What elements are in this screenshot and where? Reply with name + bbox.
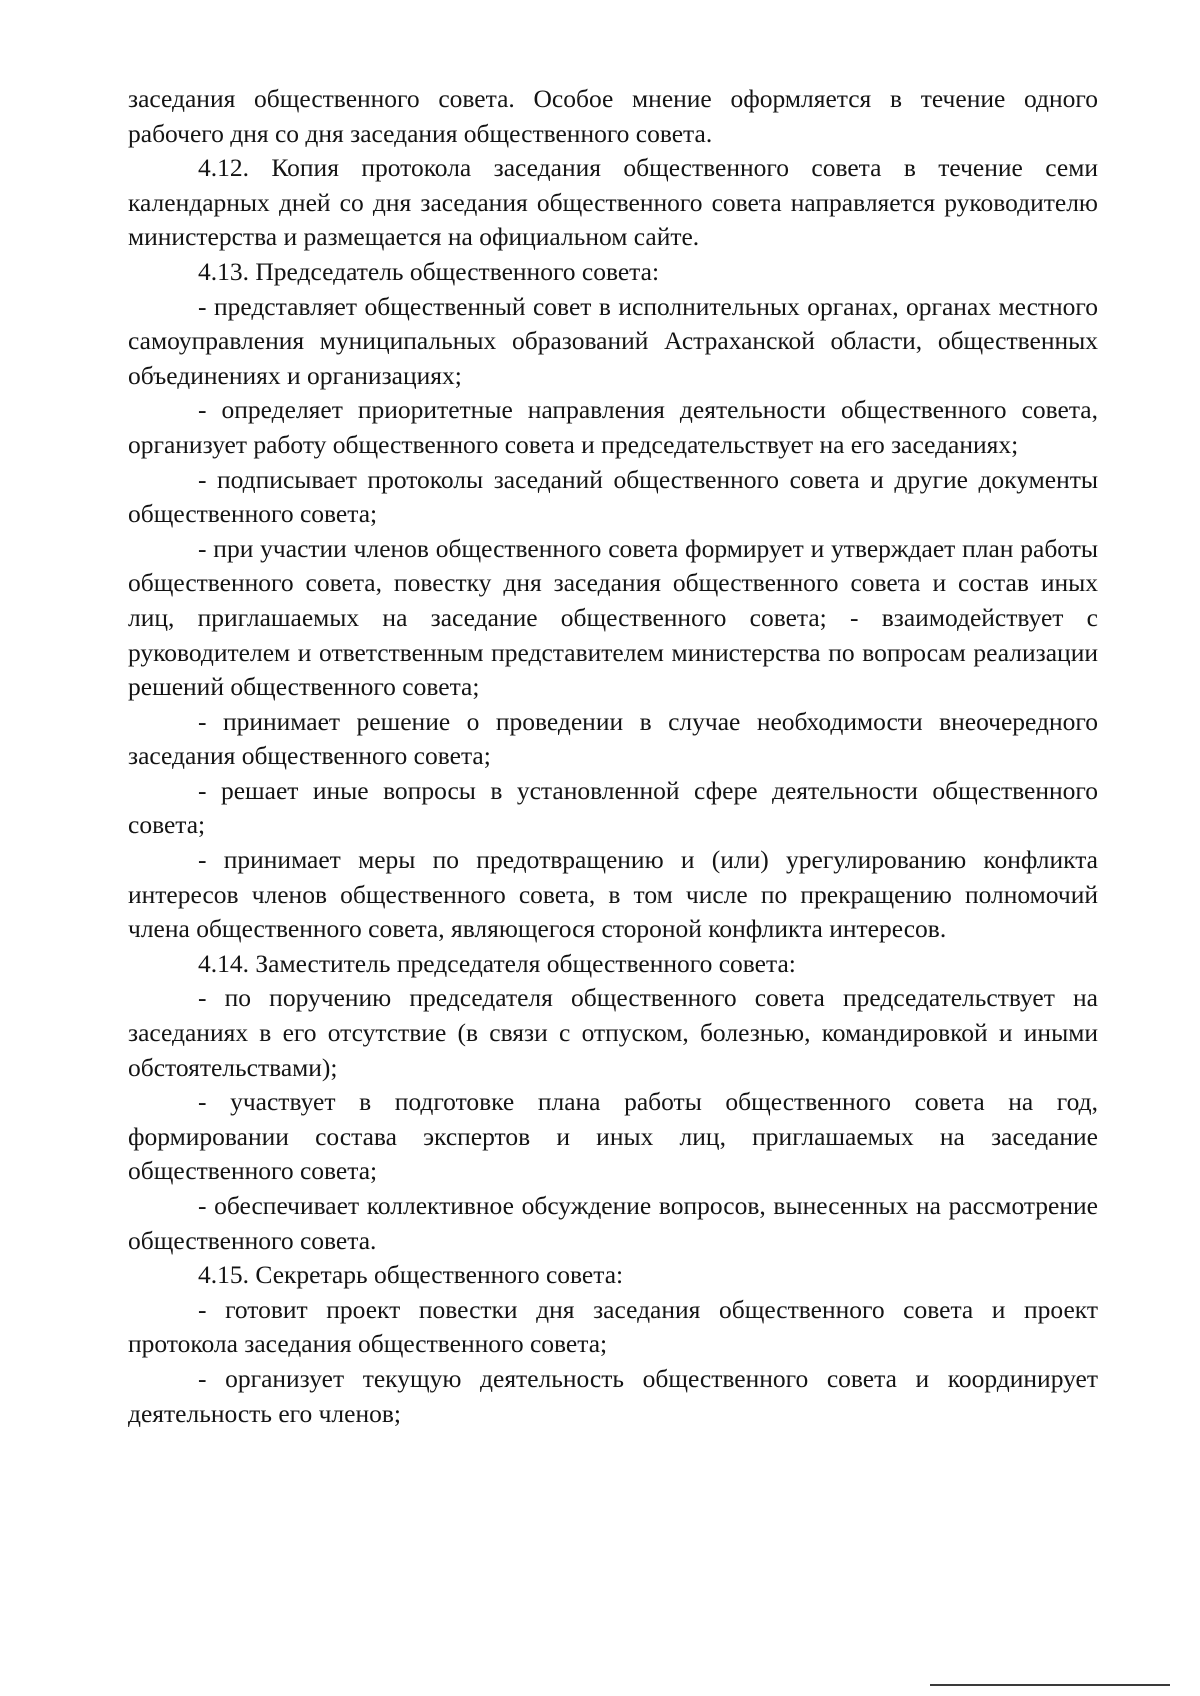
paragraph-4-14-heading: 4.14. Заместитель председателя общественного совета:	[198, 948, 796, 978]
paragraph-4-13-heading: 4.13. Председатель общественного совета:	[198, 256, 660, 286]
paragraph-4-15-heading: 4.15. Секретарь общественного совета:	[198, 1260, 624, 1290]
list-item: - принимает решение о проведении в случае необходимости внеочередного заседания общественного совета;	[128, 706, 1098, 771]
paragraph-continuation: заседания общественного совета. Особое мнение оформляется в течение одного рабочего дня со дня заседания общественного совета.	[128, 84, 1098, 148]
list-item: - представляет общественный совет в исполнительных органах, органах местного самоуправления муниципальных образований Астраханской области, общественных объединениях и организациях;	[128, 291, 1098, 390]
document-body	[128, 82, 1098, 1431]
list-item: - решает иные вопросы в установленной сфере деятельности общественного совета;	[128, 775, 1098, 840]
list-item: - принимает меры по предотвращению и (или) урегулированию конфликта интересов членов общественного совета, в том числе по прекращению полномочий члена общественного совета, являющегося стороной конфликта интересов.	[128, 845, 1098, 944]
paragraph-4-12: 4.12. Копия протокола заседания общественного совета в течение семи календарных дней со дня заседания общественного совета направляется руководителю министерства и размещается на официальном сайте.	[128, 153, 1098, 252]
list-item: - подписывает протоколы заседаний общественного совета и другие документы общественного совета;	[128, 464, 1098, 529]
list-item: - при участии членов общественного совета формирует и утверждает план работы общественного совета, повестку дня заседания общественного совета и состав иных лиц, приглашаемых на заседание общественного совета; - взаимодействует с руководителем и ответственным представителем министерства по вопросам реализации решений общественного совета;	[128, 533, 1098, 702]
list-item: - обеспечивает коллективное обсуждение вопросов, вынесенных на рассмотрение общественного совета.	[128, 1191, 1098, 1255]
list-item: - организует текущую деятельность общественного совета и координирует деятельность его членов;	[128, 1363, 1098, 1428]
list-item: - определяет приоритетные направления деятельности общественного совета, организует работу общественного совета и председательствует на его заседаниях;	[128, 395, 1098, 459]
list-item: - по поручению председателя общественного совета председательствует на заседаниях в его отсутствие (в связи с отпуском, болезнью, командировкой и иными обстоятельствами);	[128, 983, 1098, 1082]
list-item: - участвует в подготовке плана работы общественного совета на год, формировании состава экспертов и иных лиц, приглашаемых на заседание общественного совета;	[128, 1087, 1098, 1186]
list-item: - готовит проект повестки дня заседания общественного совета и проект протокола заседания общественного совета;	[128, 1294, 1098, 1359]
footer-rule	[930, 1684, 1170, 1686]
